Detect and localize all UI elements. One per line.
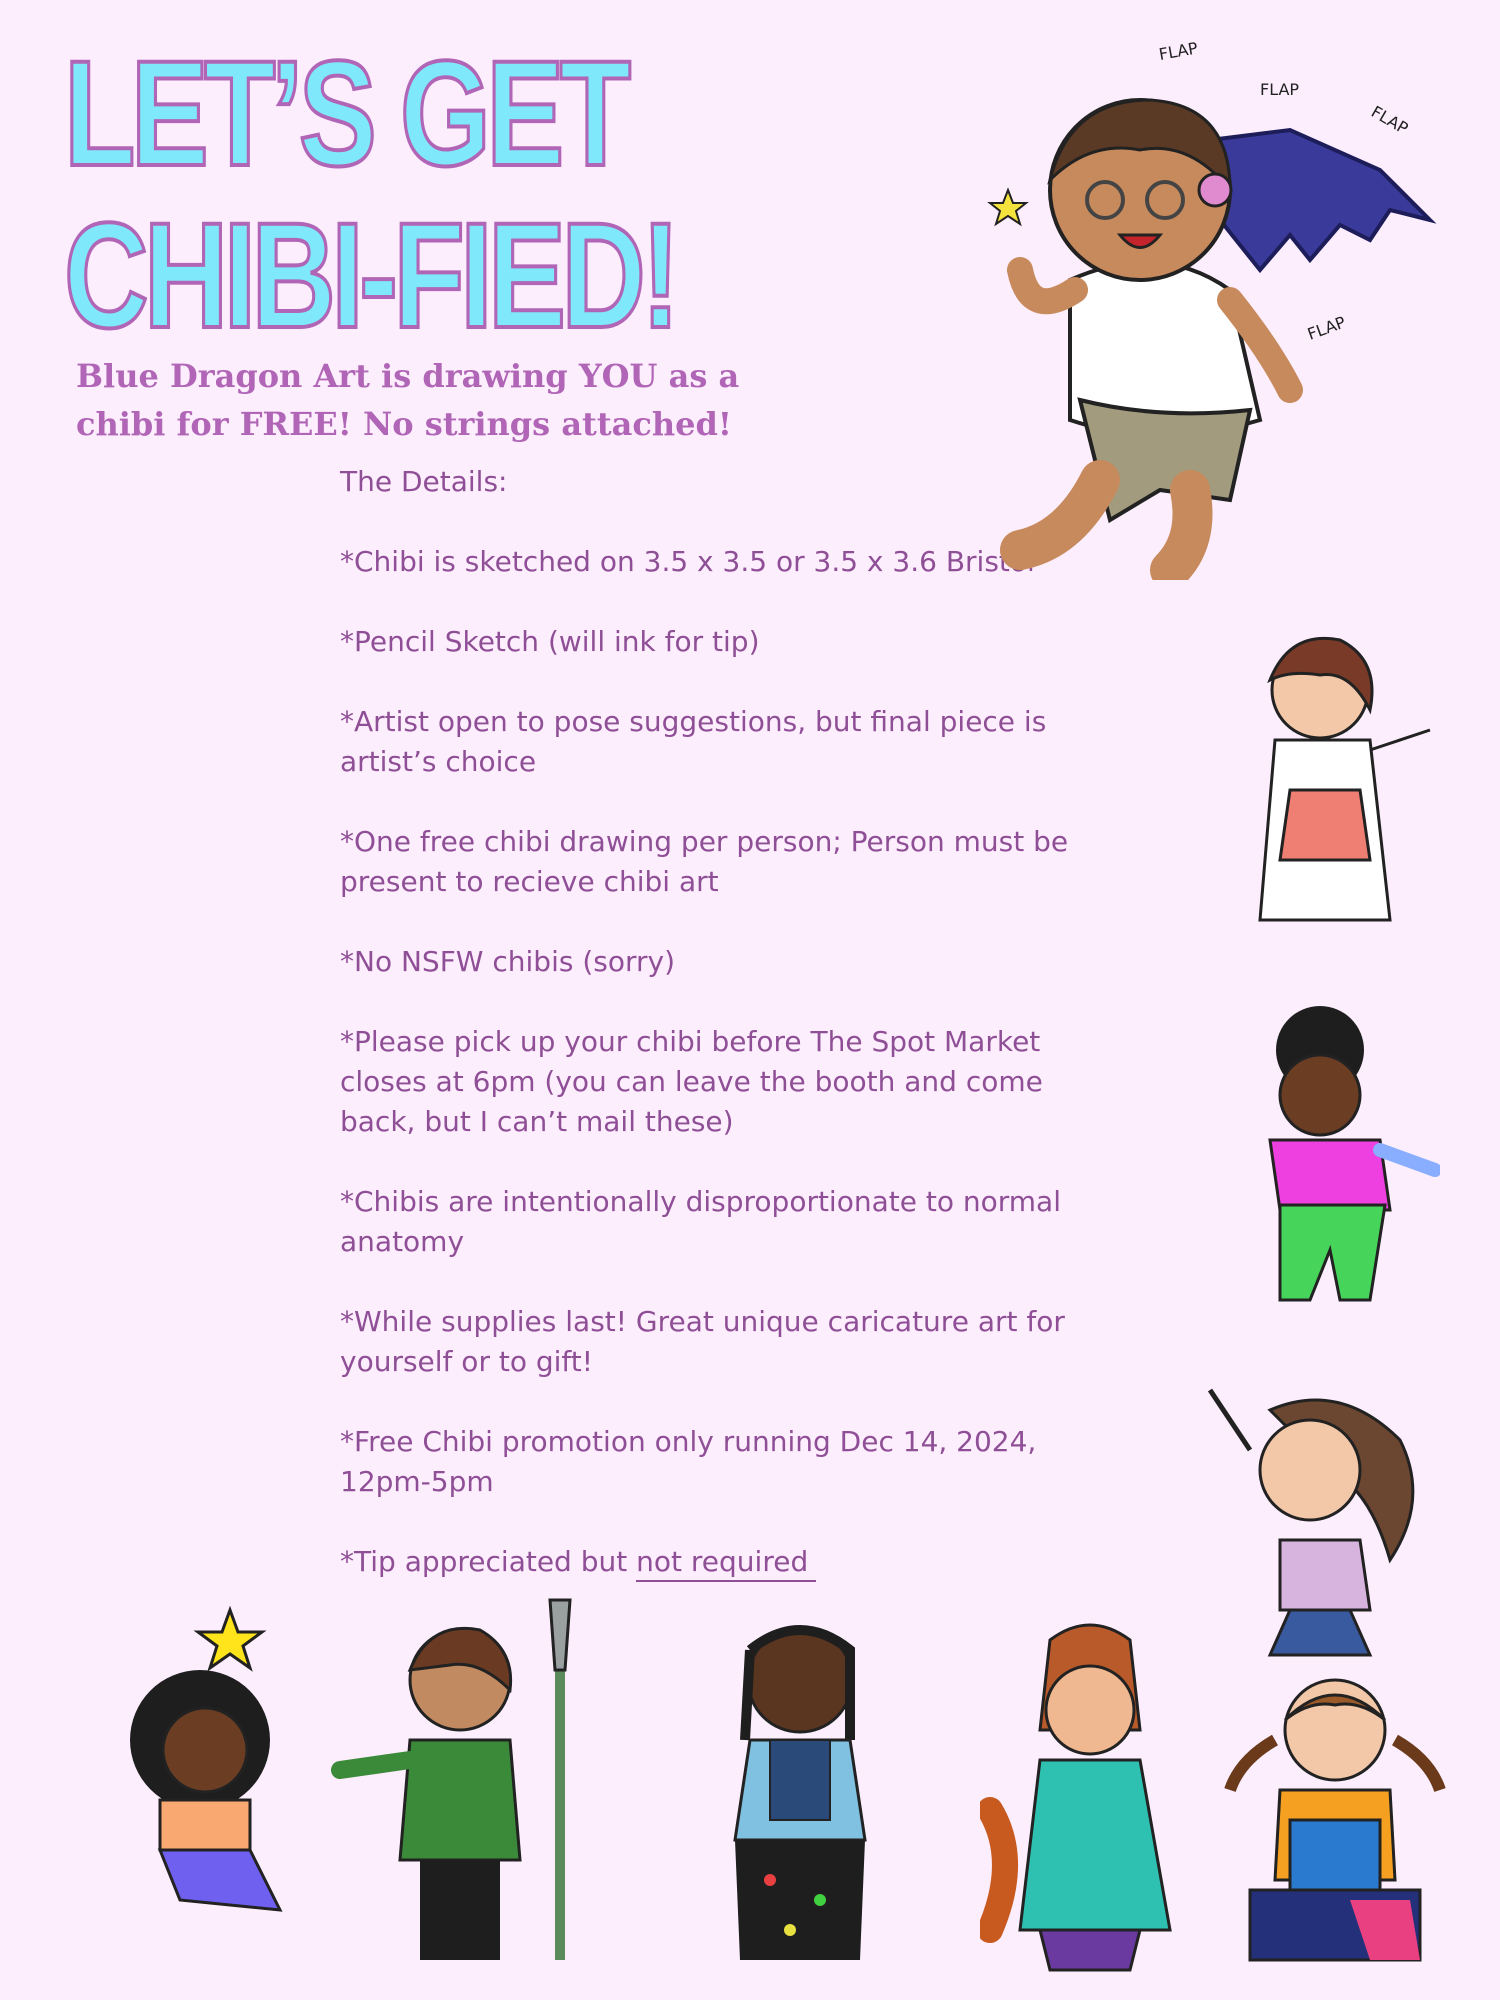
kimono-chibi-illustration: [1230, 620, 1440, 940]
subtitle-line-1: Blue Dragon Art is drawing YOU as a: [76, 357, 740, 395]
details-heading: The Details:: [340, 465, 508, 498]
flap-label-1: FLAP: [1157, 38, 1200, 64]
detail-item-bristol: *Chibi is sketched on 3.5 x 3.5 or 3.5 x 3.6 Bristol: [340, 545, 1035, 578]
brush-chibi-illustration: [1190, 1380, 1440, 1660]
fox-chibi-illustration: [980, 1610, 1200, 1980]
flying-chibi-illustration: [960, 20, 1460, 580]
page-title-line-1: LET’S GET: [64, 29, 627, 197]
book-reading-chibi-illustration: [1220, 1650, 1450, 1980]
detail-item-one-per-person: *One free chibi drawing per person; Person must be present to recieve chibi art: [340, 825, 1069, 898]
subtitle-line-2: chibi for FREE! No strings attached!: [76, 405, 732, 443]
detail-item-pose: *Artist open to pose suggestions, but final piece is artist’s choice: [340, 705, 1047, 778]
star-chibi-illustration: [80, 1590, 320, 1920]
detail-item-pickup: *Please pick up your chibi before The Spot Market closes at 6pm (you can leave the booth and come back, but I can’t mail these): [340, 1025, 1043, 1138]
flap-label-4: FLAP: [1304, 312, 1349, 344]
flap-label-3: FLAP: [1368, 102, 1412, 139]
subtitle: [76, 352, 836, 448]
curly-hair-chibi-illustration: [1240, 1000, 1440, 1320]
detail-item-anatomy: *Chibis are intentionally disproportionate to normal anatomy: [340, 1185, 1061, 1258]
flap-label-2: FLAP: [1260, 80, 1300, 99]
detail-item-tip: [340, 1542, 1080, 1582]
tip-prefix: *Tip appreciated but: [340, 1545, 637, 1578]
detail-item-pencil: *Pencil Sketch (will ink for tip): [340, 625, 760, 658]
page-title-line-2: CHIBI-FIED!: [64, 191, 676, 359]
detail-item-no-nsfw: *No NSFW chibis (sorry): [340, 945, 676, 978]
braids-chibi-illustration: [690, 1590, 920, 1980]
tip-not-required: not required: [636, 1545, 816, 1582]
detail-item-supplies: *While supplies last! Great unique caricature art for yourself or to gift!: [340, 1305, 1065, 1378]
detail-item-dates: *Free Chibi promotion only running Dec 14, 2024, 12pm-5pm: [340, 1425, 1037, 1498]
spear-chibi-illustration: [330, 1590, 590, 1970]
details-section: [340, 462, 1080, 1622]
